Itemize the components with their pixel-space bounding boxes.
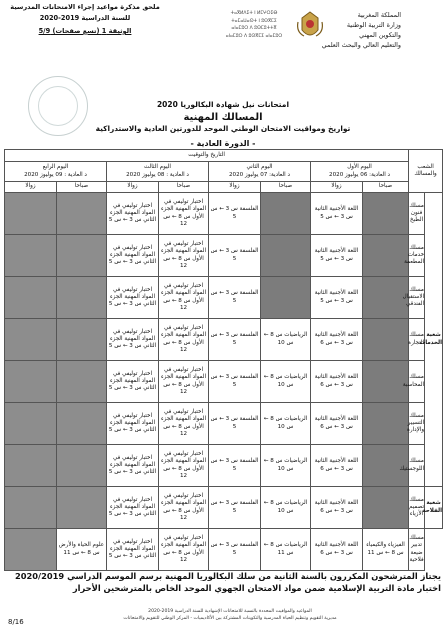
ministry-lat-line: ⵜⴰⴳⵍⴷⵉⵜ ⵏ ⵍⵎⵖⵔⵉⴱ <box>230 11 278 16</box>
schedule-cell-d1-am <box>363 277 409 319</box>
table-row <box>5 445 443 487</box>
table-row <box>5 319 443 361</box>
evening-header: زوالا <box>107 182 159 193</box>
table-row <box>5 529 443 571</box>
day-name: اليوم الرابع <box>42 164 69 171</box>
ministry-ar-line: والتعليم العالي والبحث العلمي <box>321 41 401 49</box>
session-title: - الدورة العادية - <box>190 139 256 148</box>
page-number: 8/16 <box>8 618 24 626</box>
schedule-cell-d3-pm: اختبار توليفي في المواد المهنية الجزء الثاني س 3 ← س 5 <box>107 277 159 319</box>
schedule-cell-d1-pm: اللغة الأجنبية الثانية س 3 ← س 5 <box>311 277 363 319</box>
track-name: مسلك الاستقبال الفندقي <box>409 277 425 319</box>
schedule-cell-d3-am: اختبار توليفي في المواد المهنية الجزء الأول س 8 ← س 12 <box>159 277 209 319</box>
schedule-cell-d2-am: الرياضيات س 8 ← س 10 <box>261 361 311 403</box>
ministry-ar-line: والتكوين المهني <box>359 31 401 39</box>
annex-line-2: للسنة الدراسية 2019-2020 <box>39 14 131 22</box>
schedule-cell-d1-pm: اللغة الأجنبية الثانية س 3 ← س 6 <box>311 487 363 529</box>
schedule-cell-d1-pm: اللغة الأجنبية الثانية س 3 ← س 6 <box>311 445 363 487</box>
track-name: مسلك تدبير ضيعة فلاحية <box>409 529 425 571</box>
schedule-cell-d2-pm: الفلسفة س 3 ← س 5 <box>209 235 261 277</box>
ministry-lat-line: ⴰⵏⴰⵎⵓⵔ ⴷ ⵓⵙⴳⵎⵉ ⴰⵏⴰⵎⵓⵔ <box>225 33 283 39</box>
schedule-cell-d1-am <box>363 193 409 235</box>
schedule-cell-d2-am: الرياضيات س 8 ← س 10 <box>261 319 311 361</box>
schedule-cell-d2-pm: الفلسفة س 3 ← س 5 <box>209 445 261 487</box>
schedule-cell-d2-pm: الفلسفة س 3 ← س 5 <box>209 277 261 319</box>
exam-title: امتحانات نيل شهادة البكالوريا 2020 <box>156 100 290 109</box>
schedule-cell-d4-pm <box>5 529 57 571</box>
schedule-cell-d2-pm: الفلسفة س 3 ← س 5 <box>209 193 261 235</box>
schedule-cell-d1-am <box>363 235 409 277</box>
table-row <box>5 277 443 319</box>
schedule-cell-d3-pm: اختبار توليفي في المواد المهنية الجزء الثاني س 3 ← س 5 <box>107 403 159 445</box>
track-title: المسالك المهنية <box>183 112 263 123</box>
schedule-cell-d1-pm: اللغة الأجنبية الثانية س 3 ← س 6 <box>311 403 363 445</box>
table-row <box>5 487 443 529</box>
track-name: مسلك فنون الطبخ <box>409 193 425 235</box>
schedule-cell-d2-am <box>261 235 311 277</box>
schedule-cell-d4-pm <box>5 361 57 403</box>
schedule-cell-d3-pm: اختبار توليفي في المواد المهنية الجزء الثاني س 3 ← س 5 <box>107 235 159 277</box>
morning-header: صباحا <box>159 182 209 193</box>
track-name: مسلك التجارة <box>409 319 425 361</box>
day-date: د العادية : 08 يوليوز 2020 <box>126 171 189 178</box>
schedule-cell-d1-pm: اللغة الأجنبية الثانية س 3 ← س 5 <box>311 193 363 235</box>
annex-line-1: ملحق مذكرة مواعيد إجراء الامتحانات المدرسية <box>10 3 160 11</box>
bottom-line-2: مديرية التقويم وتنظيم الحياة المدرسية والتكوينات المشتركة بين الأكاديميات - المركز الوطني للتقويم والامتحانات <box>123 616 337 621</box>
schedule-cell-d2-am <box>261 193 311 235</box>
schedule-cell-d2-pm: الفلسفة س 3 ← س 5 <box>209 487 261 529</box>
schedule-cell-d4-am <box>57 445 107 487</box>
footer-note: يجتاز المترشحون المكررون بالسنة الثانية من سلك البكالوريا المهنية برسم الموسم الدراسي 2020/2019 اختبار مادة التربية الإسلامية ضمن مواد الامتحان الجهوي الموحد الخاص بالمترشحين الأحرار <box>14 571 441 593</box>
schedule-cell-d1-am <box>363 487 409 529</box>
schedule-cell-d1-am <box>363 403 409 445</box>
schedule-cell-d2-pm: الفلسفة س 3 ← س 5 <box>209 319 261 361</box>
schedule-cell-d4-am <box>57 487 107 529</box>
table-row <box>5 361 443 403</box>
schedule-cell-d4-pm <box>5 193 57 235</box>
schedule-cell-d2-pm: الفلسفة س 3 ← س 5 <box>209 529 261 571</box>
schedule-cell-d3-pm: اختبار توليفي في المواد المهنية الجزء الثاني س 3 ← س 5 <box>107 445 159 487</box>
schedule-cell-d4-pm <box>5 277 57 319</box>
schedule-cell-d3-am: اختبار توليفي في المواد المهنية الجزء الأول س 8 ← س 12 <box>159 445 209 487</box>
track-name: مسلك التسيير والإدارة <box>409 403 425 445</box>
schedule-body <box>5 193 443 571</box>
bottom-line-1: المواعيد والمواقيت المحددة بالنسبة للامتحانات الإشهادية للسنة الدراسية 2019-2020 <box>148 609 312 614</box>
track-name: مسلك تصميم الأزياء <box>409 487 425 529</box>
schedule-cell-d4-am <box>57 277 107 319</box>
day-date: د العادية: 06 يوليوز 2020 <box>329 171 391 178</box>
schedule-cell-d3-pm: اختبار توليفي في المواد المهنية الجزء الثاني س 3 ← س 5 <box>107 361 159 403</box>
schedule-cell-d4-pm <box>5 319 57 361</box>
dates-caption: التاريخ والتوقيت <box>5 150 409 162</box>
schedule-table <box>4 149 443 571</box>
schedule-cell-d3-pm: اختبار توليفي في المواد المهنية الجزء الثاني س 3 ← س 5 <box>107 487 159 529</box>
schedule-cell-d2-am: الرياضيات س 8 ← س 10 <box>261 403 311 445</box>
schedule-cell-d1-am: الفيزياء والكيمياء س 8 ← س 11 <box>363 529 409 571</box>
schedule-cell-d1-pm: اللغة الأجنبية الثانية س 3 ← س 5 <box>311 235 363 277</box>
schedule-cell-d4-pm <box>5 235 57 277</box>
schedule-cell-d4-pm <box>5 487 57 529</box>
schedule-cell-d1-am <box>363 319 409 361</box>
morning-header: صباحا <box>57 182 107 193</box>
morning-header: صباحا <box>261 182 311 193</box>
schedule-cell-d3-am: اختبار توليفي في المواد المهنية الجزء الأول س 8 ← س 12 <box>159 529 209 571</box>
schedule-cell-d4-am <box>57 193 107 235</box>
schedule-cell-d4-pm <box>5 403 57 445</box>
schedule-cell-d3-pm: اختبار توليفي في المواد المهنية الجزء الثاني س 3 ← س 5 <box>107 529 159 571</box>
schedule-cell-d3-am: اختبار توليفي في المواد المهنية الجزء الأول س 8 ← س 12 <box>159 487 209 529</box>
ministry-tifinagh <box>214 10 294 40</box>
day-4-header <box>5 162 107 182</box>
schedule-cell-d4-am <box>57 319 107 361</box>
schedule-cell-d1-pm: اللغة الأجنبية الثانية س 3 ← س 6 <box>311 529 363 571</box>
track-name: مسلك خدمات المطعمة <box>409 235 425 277</box>
day-date: د العادية: 07 يوليوز 2020 <box>228 171 290 178</box>
schedule-cell-d3-pm: اختبار توليفي في المواد المهنية الجزء الثاني س 3 ← س 5 <box>107 319 159 361</box>
evening-header: زوالا <box>209 182 261 193</box>
day-3-header <box>107 162 209 182</box>
schedule-cell-d3-am: اختبار توليفي في المواد المهنية الجزء الأول س 8 ← س 12 <box>159 403 209 445</box>
schedule-cell-d4-am <box>57 403 107 445</box>
day-name: اليوم الثالث <box>144 164 171 171</box>
day-1-header <box>311 162 409 182</box>
track-name: مسلك المحاسبة <box>409 361 425 403</box>
schedule-cell-d1-pm: اللغة الأجنبية الثانية س 3 ← س 6 <box>311 319 363 361</box>
table-row <box>5 193 443 235</box>
morning-header: صباحا <box>363 182 409 193</box>
schedule-cell-d1-pm: اللغة الأجنبية الثانية س 3 ← س 6 <box>311 361 363 403</box>
day-name: اليوم الثاني <box>246 164 273 171</box>
schedule-cell-d2-am: الرياضيات س 8 ← س 11 <box>261 529 311 571</box>
ministry-lat-line: ⴰⵏⴰⵎⵓⵔ ⴷ ⵓⵙⵎⵓⵜⵜⴳ <box>231 26 277 31</box>
schedule-cell-d4-am <box>57 361 107 403</box>
evening-header: زوالا <box>5 182 57 193</box>
schedule-cell-d4-am: علوم الحياة والأرض س 8 ← س 11 <box>57 529 107 571</box>
schedule-cell-d1-am <box>363 361 409 403</box>
schedule-cell-d2-am: الرياضيات س 8 ← س 10 <box>261 487 311 529</box>
schedule-cell-d2-am <box>261 277 311 319</box>
schedule-cell-d3-am: اختبار توليفي في المواد المهنية الجزء الأول س 8 ← س 12 <box>159 193 209 235</box>
annex-doc-ref: الوثيقة 1 (تسع صفحات) 5/9 <box>38 27 132 35</box>
table-row <box>5 235 443 277</box>
ministry-ar-line: وزارة التربية الوطنية <box>346 21 401 29</box>
schedule-cell-d2-pm: الفلسفة س 3 ← س 5 <box>209 403 261 445</box>
ministry-arabic <box>309 10 401 50</box>
day-date: د العادية : 09 يوليوز 2020 <box>24 171 87 178</box>
schedule-cell-d3-pm: اختبار توليفي في المواد المهنية الجزء الثاني س 3 ← س 5 <box>107 193 159 235</box>
section-name: شعبة الخدمات <box>425 193 443 487</box>
bottom-caption <box>30 608 430 622</box>
schedule-cell-d4-pm <box>5 445 57 487</box>
annex-block <box>5 2 165 37</box>
sections-header: الشعب والمسالك <box>409 150 443 193</box>
ministry-ar-line: المملكة المغربية <box>357 11 401 19</box>
schedule-cell-d3-am: اختبار توليفي في المواد المهنية الجزء الأول س 8 ← س 12 <box>159 319 209 361</box>
schedule-cell-d3-am: اختبار توليفي في المواد المهنية الجزء الأول س 8 ← س 12 <box>159 361 209 403</box>
table-row <box>5 403 443 445</box>
evening-header: زوالا <box>311 182 363 193</box>
day-2-header <box>209 162 311 182</box>
schedule-cell-d3-am: اختبار توليفي في المواد المهنية الجزء الأول س 8 ← س 12 <box>159 235 209 277</box>
track-name: مسلك اللوجستيك <box>409 445 425 487</box>
schedule-subtitle: تواريخ ومواقيت الامتحان الوطني الموحد للدورتين العادية والاستدراكية <box>95 124 351 133</box>
section-name: شعبة الفلاحة <box>425 487 443 529</box>
day-name: اليوم الأول <box>347 164 372 171</box>
schedule-cell-d2-pm: الفلسفة س 3 ← س 5 <box>209 361 261 403</box>
ministry-lat-line: ⵜⴰⵎⴰⵡⴰⵙⵜ ⵏ ⵓⵙⴳⵎⵉ <box>231 18 277 24</box>
schedule-cell-d2-am: الرياضيات س 8 ← س 10 <box>261 445 311 487</box>
schedule-cell-d4-am <box>57 235 107 277</box>
